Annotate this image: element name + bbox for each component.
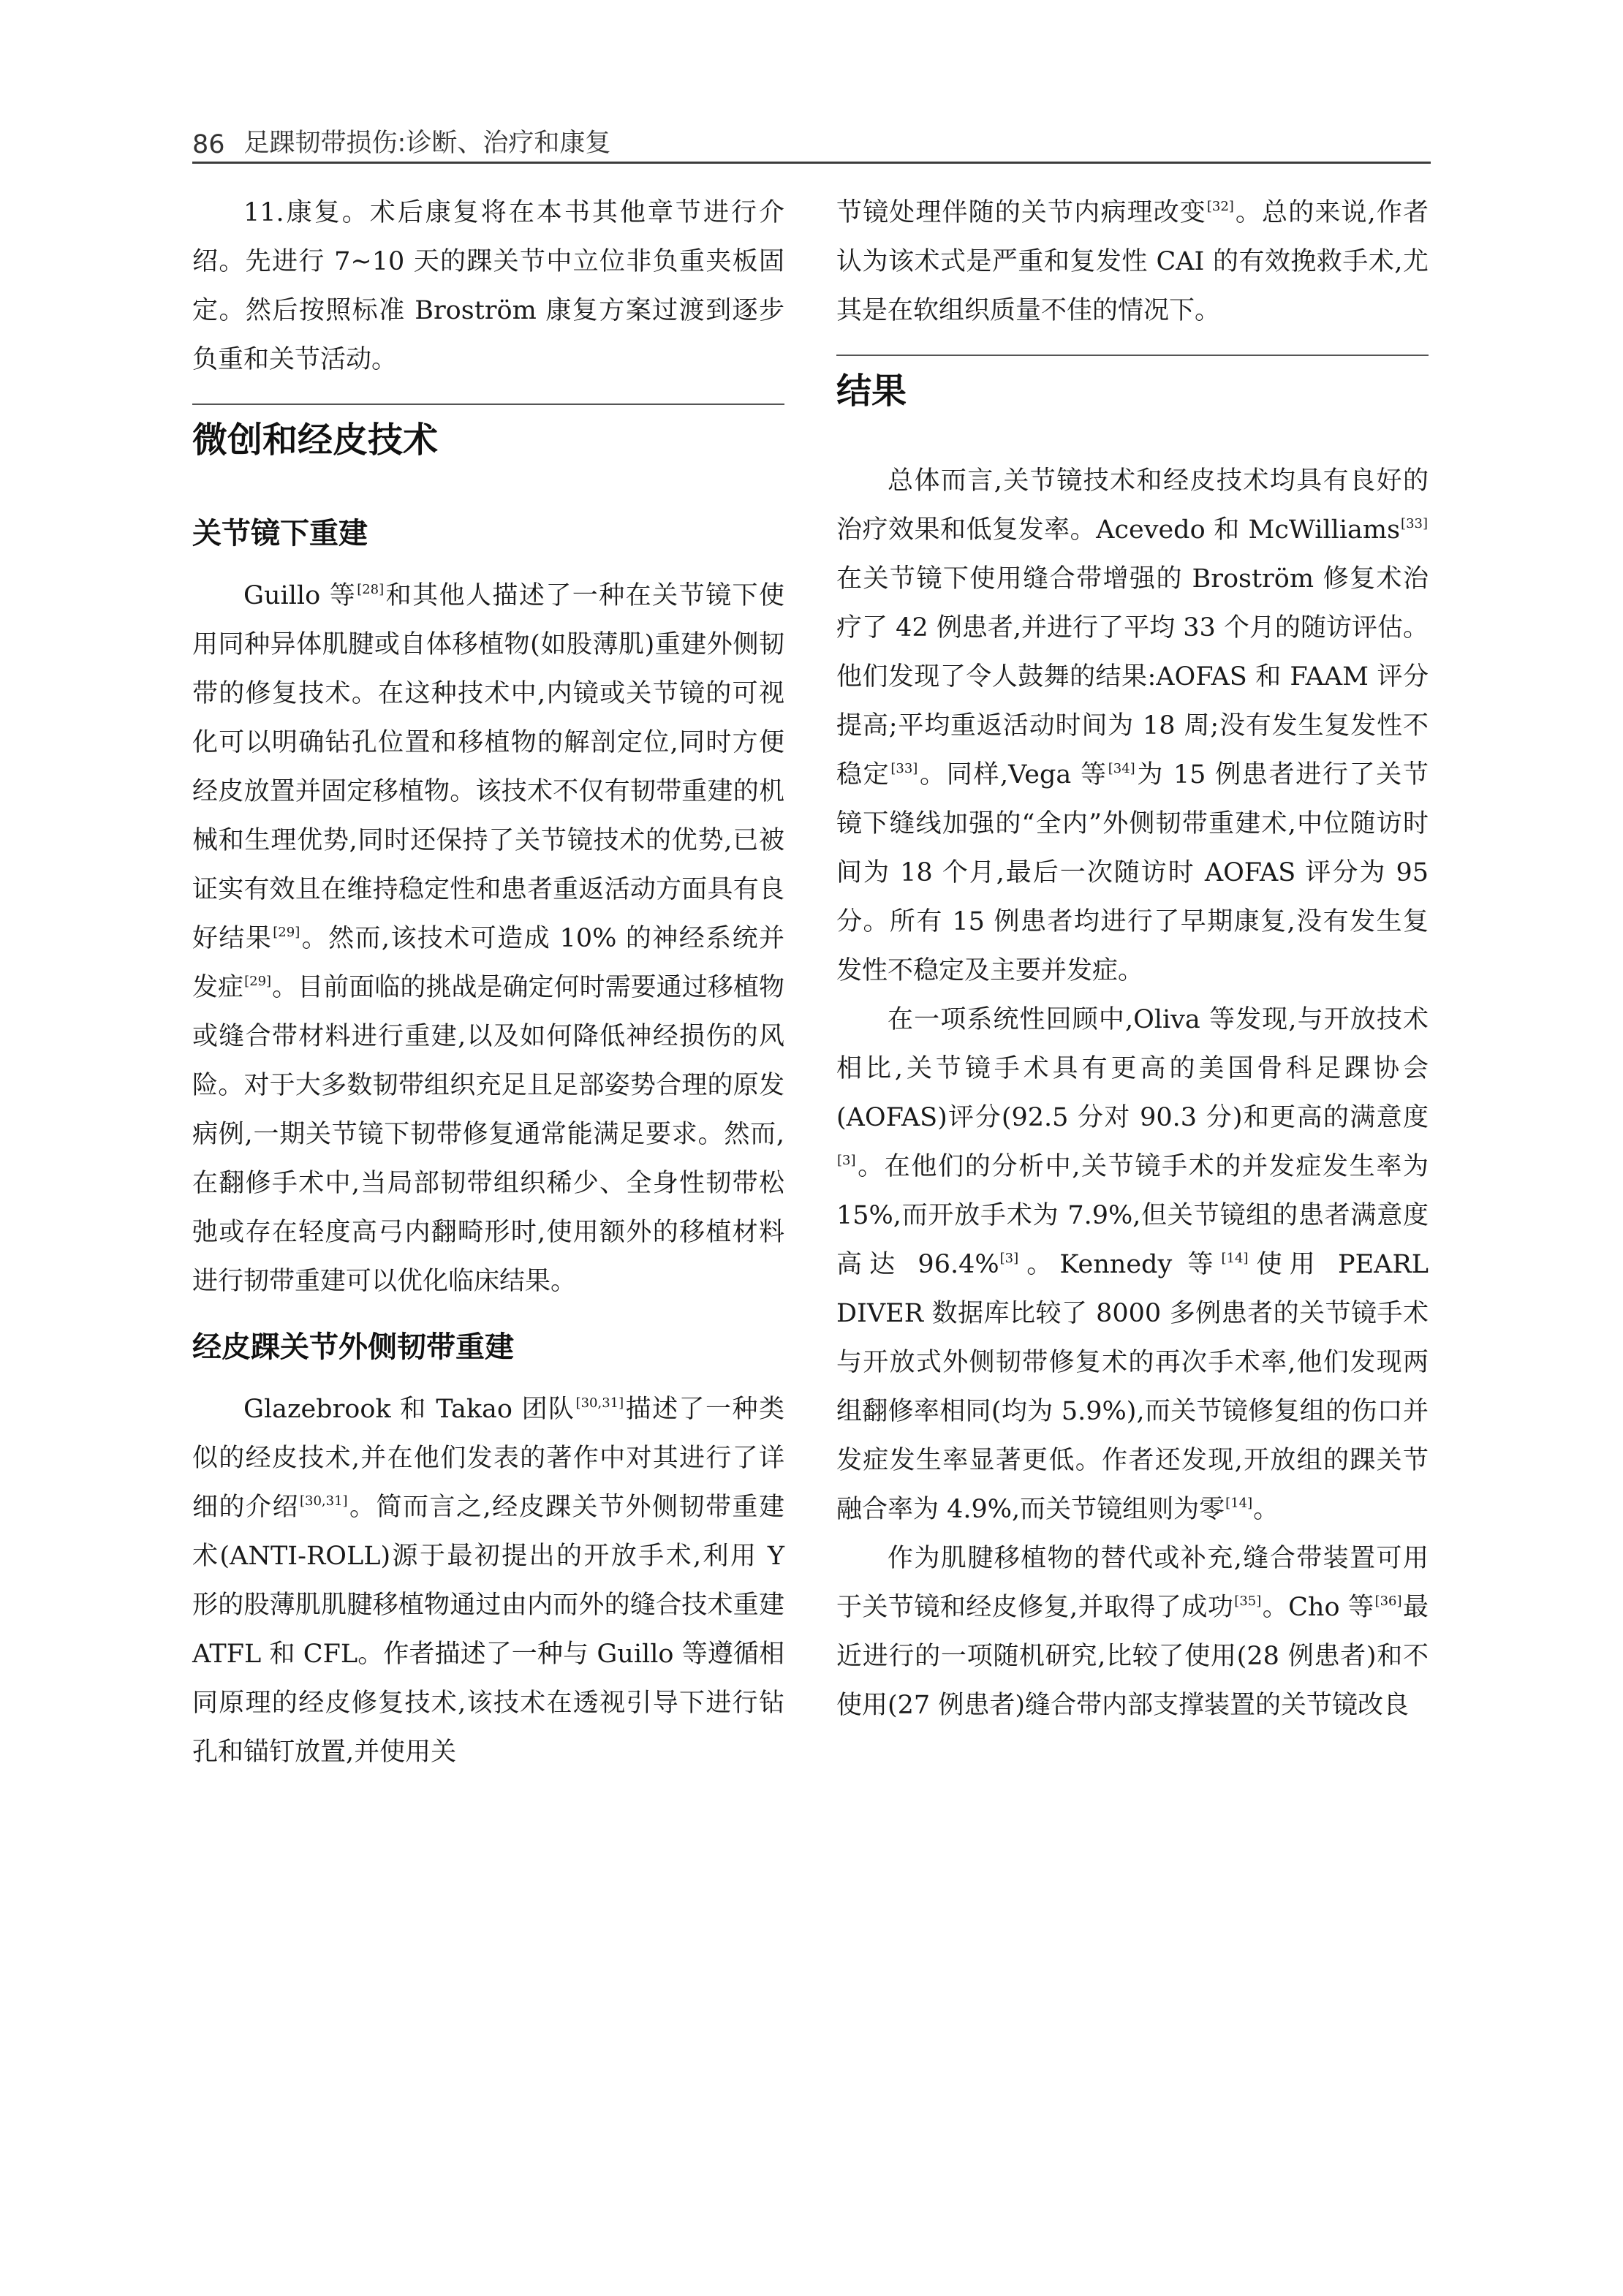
results-paragraph-2: 在一项系统性回顾中,Oliva 等发现,与开放技术相比,关节镜手术具有更高的美国骨科足踝协会(AOFAS)评分(92.5 分对 90.3 分)和更高的满意度[3]。在他们的分析中,关节镜手术的并发症发生率为 15%,而开放手术为 7.9%,但关节镜组的患者满意度高达 96.4%[3]。Kennedy 等[14]使用 PEARL DIVER 数据库比较了 8000 多例患者的关节镜手术与开放式外侧韧带修复术的再次手术率,他们发现两组翻修率相同(均为 5.9%),而关节镜修复组的伤口并发症发生率显著更低。作者还发现,开放组的踝关节融合率为 4.9%,而关节镜组则为零[14]。 xyxy=(836,1005,1429,1524)
subsection-title-percutaneous: 经皮踝关节外侧韧带重建 xyxy=(192,1330,514,1364)
citation: [28] xyxy=(357,582,385,597)
arthroscopic-paragraph: Guillo 等[28]和其他人描述了一种在关节镜下使用同种异体肌腱或自体移植物(如股薄肌)重建外侧韧带的修复技术。在这种技术中,内镜或关节镜的可视化可以明确钻孔位置和移植物的解剖定位,同时方便经皮放置并固定移植物。该技术不仅有韧带重建的机械和生理优势,同时还保持了关节镜技术的优势,已被证实有效且在维持稳定性和患者重返活动方面具有良好结果[29]。然而,该技术可造成 10% 的神经系统并发症[29]。目前面临的挑战是确定何时需要通过移植物或缝合带材料进行重建,以及如何降低神经损伤的风险。对于大多数韧带组织充足且足部姿势合理的原发病例,一期关节镜下韧带修复通常能满足要求。然而,在翻修手术中,当局部韧带组织稀少、全身性韧带松弛或存在轻度高弓内翻畸形时,使用额外的移植材料进行韧带重建可以优化临床结果。 xyxy=(192,581,784,1296)
section-rule xyxy=(192,403,784,405)
citation: [29] xyxy=(273,925,300,940)
section-title: 结果 xyxy=(836,371,907,412)
citation: [29] xyxy=(244,974,272,989)
rehab-paragraph: 11.康复。术后康复将在本书其他章节进行介绍。先进行 7~10 天的踝关节中立位非负重夹板固定。然后按照标准 Broström 康复方案过渡到逐步负重和关节活动。 xyxy=(192,198,784,374)
citation: [3] xyxy=(837,1153,856,1168)
citation: [14] xyxy=(1221,1251,1249,1266)
book-title: 足踝韧带损伤:诊断、治疗和康复 xyxy=(243,129,611,158)
section-results xyxy=(836,355,1429,416)
citation: [3] xyxy=(999,1251,1019,1266)
percutaneous-paragraph: Glazebrook 和 Takao 团队[30,31]描述了一种类似的经皮技术,并在他们发表的著作中对其进行了详细的介绍[30,31]。简而言之,经皮踝关节外侧韧带重建术(ANTI-ROLL)源于最初提出的开放手术,利用 Y 形的股薄肌肌腱移植物通过由内而外的缝合技术重建 ATFL 和 CFL。作者描述了一种与 Guillo 等遵循相同原理的经皮修复技术,该技术在透视引导下进行钻孔和锚钉放置,并使用关 xyxy=(192,1395,784,1767)
section-title: 微创和经皮技术 xyxy=(192,420,439,461)
results-paragraph-3: 作为肌腱移植物的替代或补充,缝合带装置可用于关节镜和经皮修复,并取得了成功[35]。Cho 等[36]最近进行的一项随机研究,比较了使用(28 例患者)和不使用(27 例患者)缝合带内部支撑装置的关节镜改良 xyxy=(836,1544,1429,1720)
citation: [33] xyxy=(1401,516,1428,531)
left-column xyxy=(192,189,784,1777)
citation: [35] xyxy=(1234,1594,1262,1609)
right-column xyxy=(836,189,1429,1730)
running-head xyxy=(192,115,1431,159)
header-rule xyxy=(192,162,1431,164)
citation: [30,31] xyxy=(299,1493,348,1509)
citation: [33] xyxy=(890,761,918,776)
citation: [36] xyxy=(1374,1594,1402,1609)
citation: [30,31] xyxy=(575,1395,624,1411)
citation: [32] xyxy=(1206,199,1234,214)
citation: [14] xyxy=(1225,1496,1253,1511)
section-minimally-invasive xyxy=(192,403,784,465)
subsection-title-arthroscopic: 关节镜下重建 xyxy=(192,517,368,550)
results-paragraph-1: 总体而言,关节镜技术和经皮技术均具有良好的治疗效果和低复发率。Acevedo 和 McWilliams[33]在关节镜下使用缝合带增强的 Broström 修复术治疗了 42 例患者,并进行了平均 33 个月的随访评估。他们发现了令人鼓舞的结果:AOFAS 和 FAAM 评分提高;平均重返活动时间为 18 周;没有发生复发性不稳定[33]。同样,Vega 等[34]为 15 例患者进行了关节镜下缝线加强的“全内”外侧韧带重建术,中位随访时间为 18 个月,最后一次随访时 AOFAS 评分为 95 分。所有 15 例患者均进行了早期康复,没有发生复发性不稳定及主要并发症。 xyxy=(836,466,1429,985)
citation: [34] xyxy=(1108,761,1135,776)
continuation-paragraph: 节镜处理伴随的关节内病理改变[32]。总的来说,作者认为该术式是严重和复发性 CAI 的有效挽救手术,尤其是在软组织质量不佳的情况下。 xyxy=(836,198,1429,325)
page-number: 86 xyxy=(192,130,225,159)
section-rule xyxy=(836,355,1429,356)
